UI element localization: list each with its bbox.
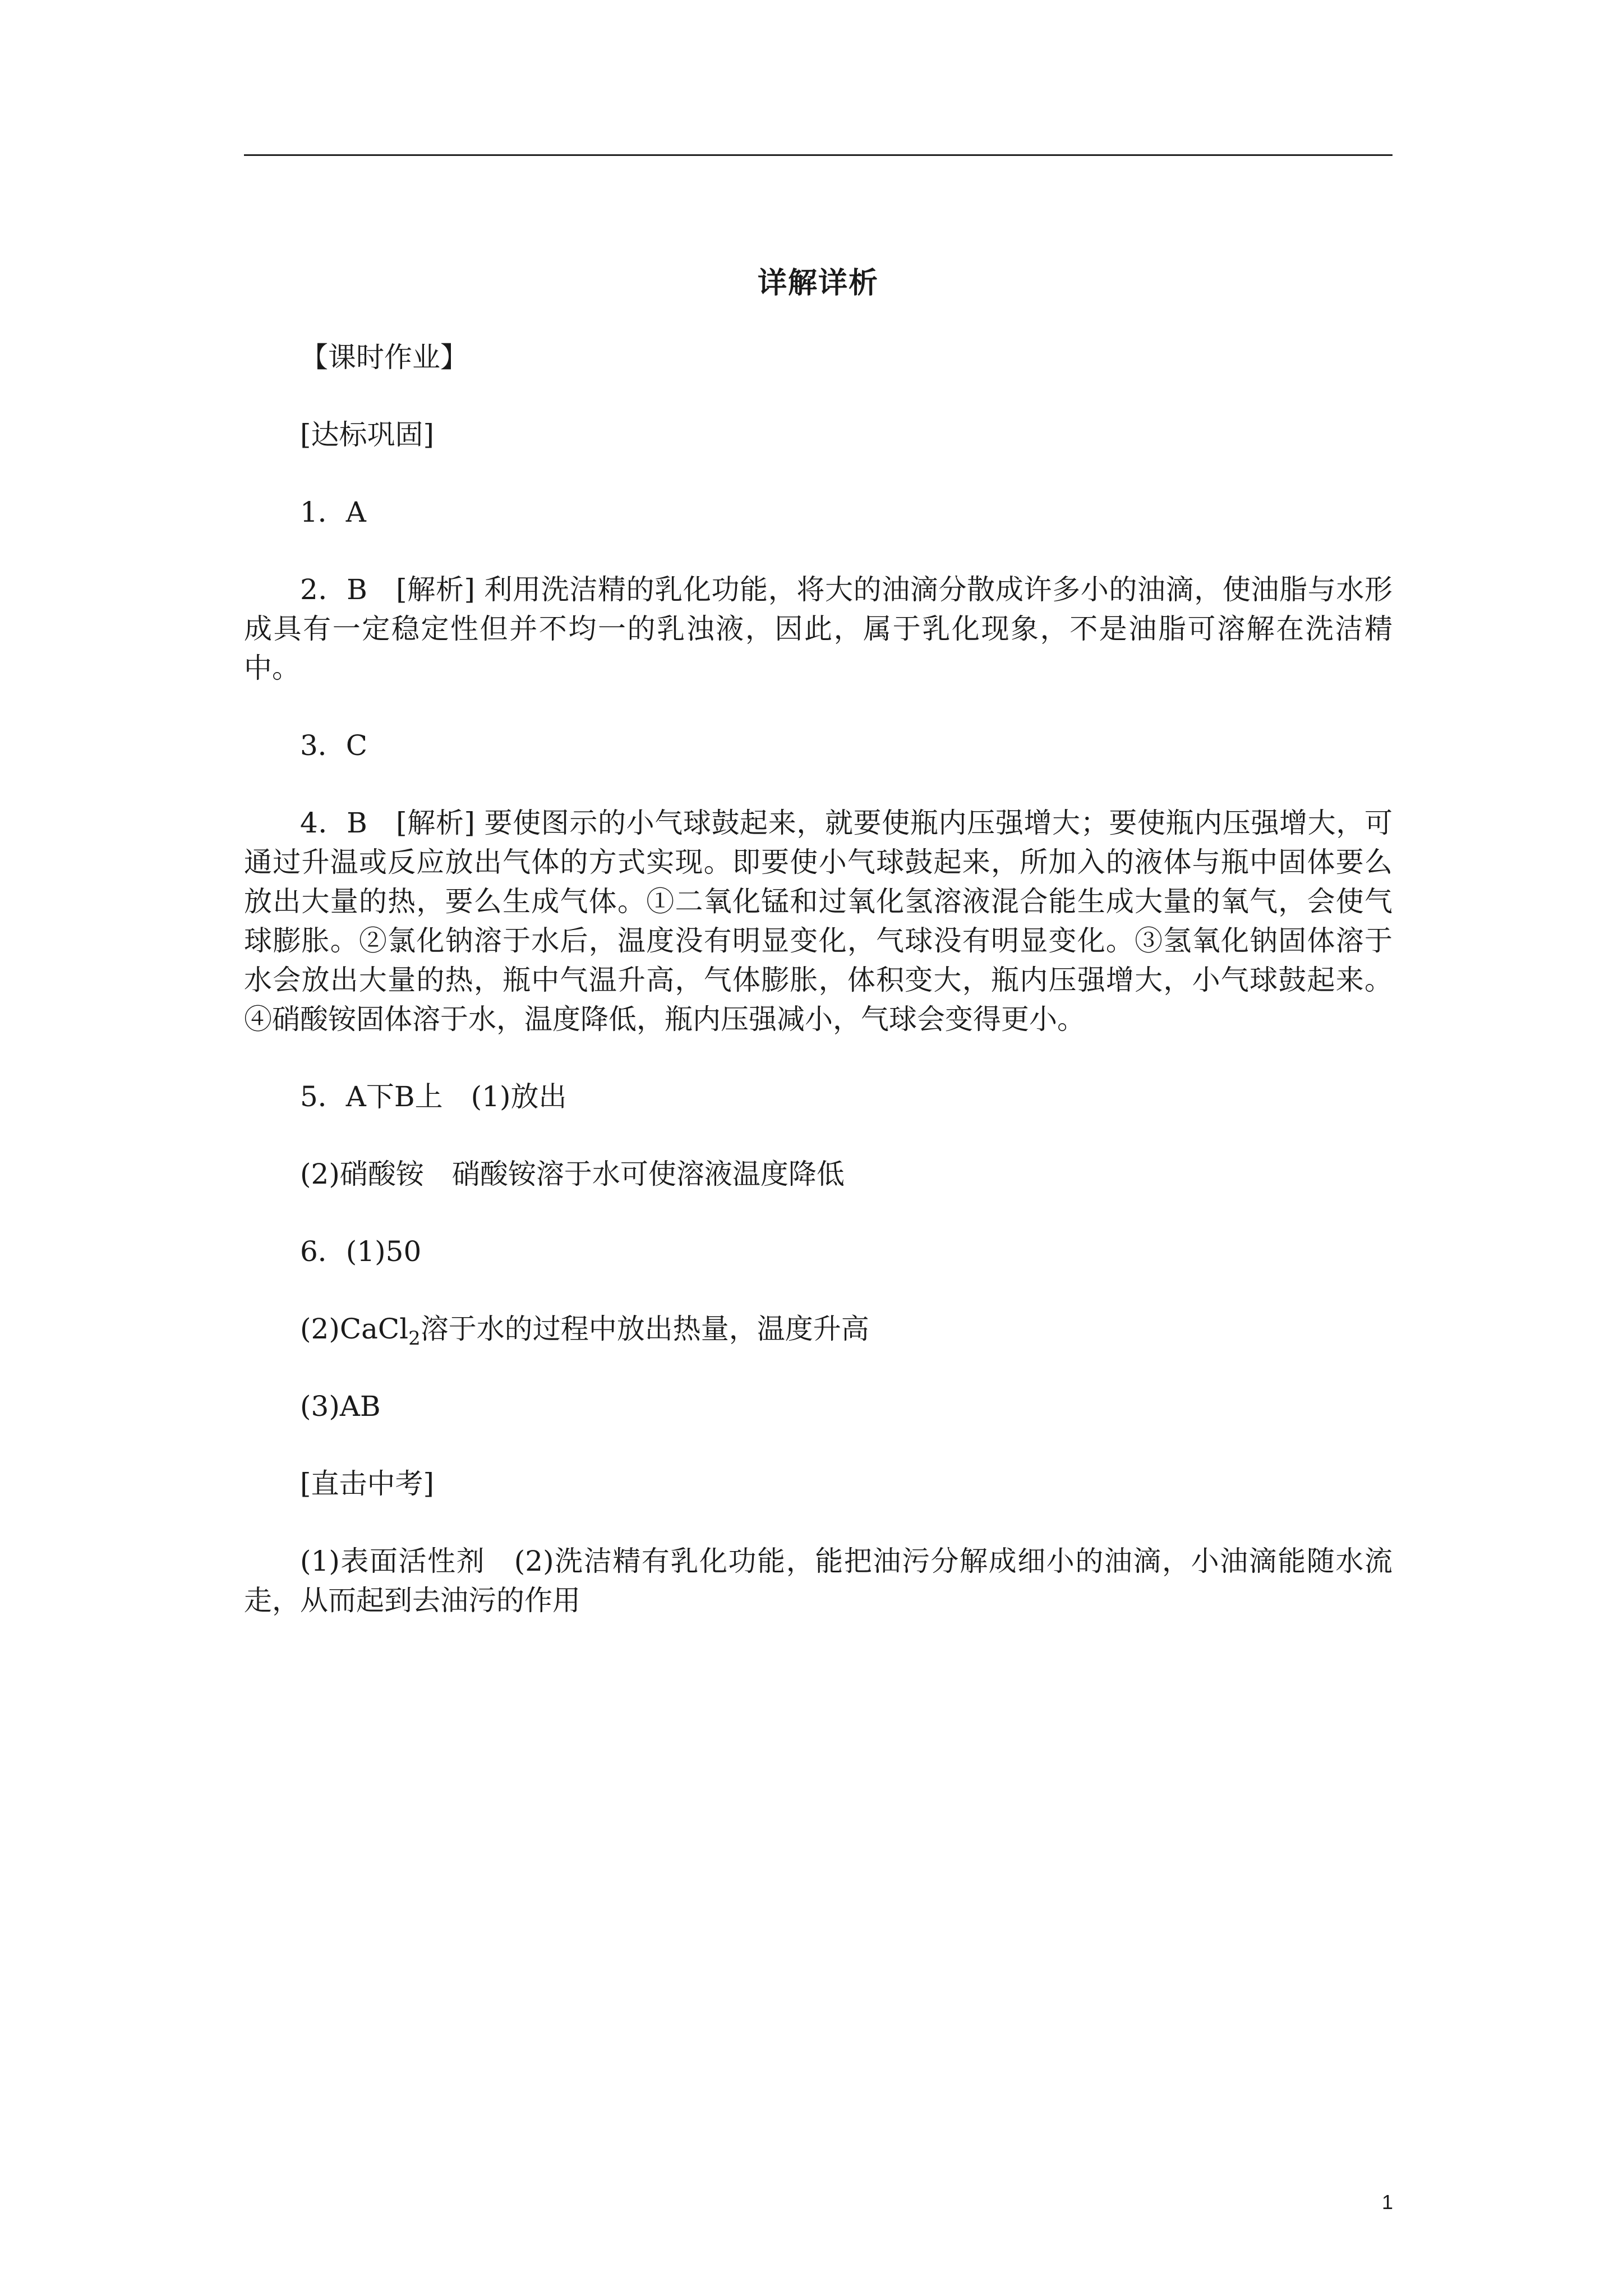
answer-6-part-3: (3)AB xyxy=(300,1390,381,1423)
answer-5-part-2: (2)硝酸铵 硝酸铵溶于水可使溶液温度降低 xyxy=(300,1158,845,1190)
answer-6-part-2-text: 溶于水的过程中放出热量，温度升高 xyxy=(420,1313,869,1345)
section-heading: 【课时作业】 xyxy=(300,341,468,374)
answer-3: 3．C xyxy=(300,729,368,762)
answer-6-part-1: 6．(1)50 xyxy=(300,1235,422,1268)
exam-answer: (1)表面活性剂 (2)洗洁精有乳化功能，能把油污分解成细小的油滴，小油滴能随水流走，从而起到去油污的作用 xyxy=(244,1545,1393,1617)
formula-prefix: (2)CaCl xyxy=(300,1313,409,1345)
page-title: 详解详析 xyxy=(757,266,879,300)
answer-2: 2．B [解析] 利用洗洁精的乳化功能，将大的油滴分散成许多小的油滴，使油脂与水形成具有一定稳定性但并不均一的乳浊液，因此，属于乳化现象，不是油脂可溶解在洗洁精中。 xyxy=(244,573,1393,684)
formula-subscript: 2 xyxy=(408,1327,421,1350)
answer-6-part-2 xyxy=(244,1309,1393,1349)
page-number: 1 xyxy=(1381,2191,1393,2214)
answer-1: 1．A xyxy=(300,496,366,528)
subsection-heading-exam: [直击中考] xyxy=(300,1467,435,1500)
subsection-heading-standard: [达标巩固] xyxy=(300,418,435,451)
answer-5-part-1: 5．A下B上 (1)放出 xyxy=(300,1080,567,1113)
document-body xyxy=(244,264,1393,1658)
answer-4: 4．B [解析] 要使图示的小气球鼓起来，就要使瓶内压强增大；要使瓶内压强增大，可通过升温或反应放出气体的方式实现。即要使小气球鼓起来，所加入的液体与瓶中固体要么放出大量的热，要么生成气体。①二氧化锰和过氧化氢溶液混合能生成大量的氧气，会使气球膨胀。②氯化钠溶于水后，温度没有明显变化，气球没有明显变化。③氢氧化钠固体溶于水会放出大量的热，瓶中气温升高，气体膨胀，体积变大，瓶内压强增大，小气球鼓起来。④硝酸铵固体溶于水，温度降低，瓶内压强减小，气球会变得更小。 xyxy=(244,807,1393,1036)
header-rule xyxy=(244,154,1393,156)
